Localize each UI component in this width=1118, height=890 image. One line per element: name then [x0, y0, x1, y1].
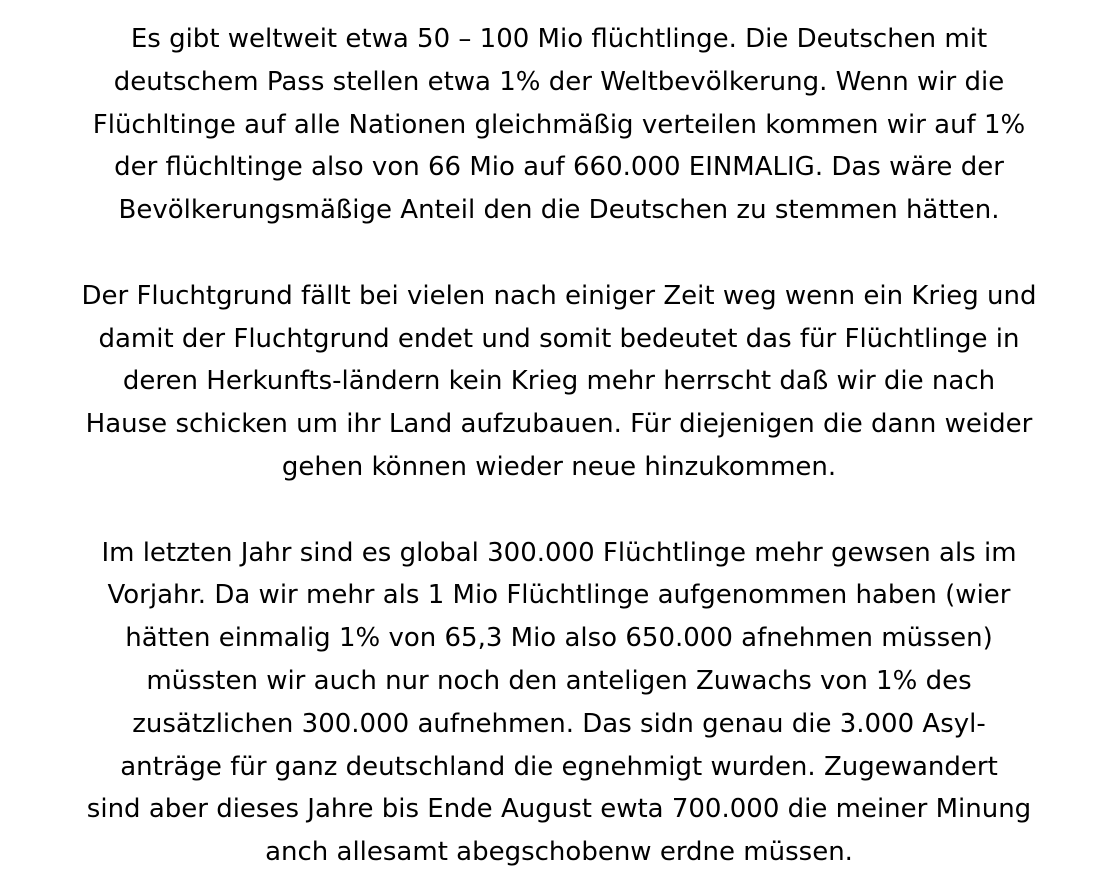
text-line: zusätzlichen 300.000 aufnehmen. Das sidn genau die 3.000 Asyl- — [132, 708, 986, 739]
paragraph-flight-reason — [20, 275, 1098, 489]
text-line: Bevölkerungsmäßige Anteil den die Deutschen zu stemmen hätten. — [118, 195, 1000, 226]
paragraph-spacer — [20, 232, 1098, 275]
text-line: anch allesamt abegschobenw erdne müssen. — [265, 837, 853, 868]
text-line: sind aber dieses Jahre bis Ende August ewta 700.000 die meiner Minung — [86, 794, 1032, 825]
text-line: Der Fluchtgrund fällt bei vielen nach einiger Zeit weg wenn ein Krieg und — [81, 280, 1037, 311]
text-line: anträge für ganz deutschland die egnehmigt wurden. Zugewandert — [120, 751, 998, 782]
paragraph-refugee-share — [20, 18, 1098, 232]
text-line: Vorjahr. Da wir mehr als 1 Mio Flüchtlinge aufgenommen haben (wier — [107, 580, 1011, 611]
text-line: gehen können wieder neue hinzukommen. — [281, 451, 837, 482]
text-line: Flüchltinge auf alle Nationen gleichmäßig verteilen kommen wir auf 1% — [92, 109, 1026, 140]
text-line: damit der Fluchtgrund endet und somit bedeutet das für Flüchtlinge in — [98, 323, 1020, 354]
text-line: müssten wir auch nur noch den anteligen Zuwachs von 1% des — [146, 665, 972, 696]
text-line: der flüchltinge also von 66 Mio auf 660.000 EINMALIG. Das wäre der — [114, 152, 1004, 183]
text-line: deutschem Pass stellen etwa 1% der Weltbevölkerung. Wenn wir die — [113, 66, 1005, 97]
text-line: Im letzten Jahr sind es global 300.000 Flüchtlinge mehr gewsen als im — [101, 537, 1017, 568]
paragraph-last-year — [20, 532, 1098, 874]
paragraph-spacer — [20, 489, 1098, 532]
text-line: hätten einmalig 1% von 65,3 Mio also 650.000 afnehmen müssen) — [125, 623, 993, 654]
text-line: Es gibt weltweit etwa 50 – 100 Mio flüchtlinge. Die Deutschen mit — [130, 24, 988, 54]
text-line: Hause schicken um ihr Land aufzubauen. Für diejenigen die dann weider — [85, 409, 1033, 440]
text-line: deren Herkunfts-ländern kein Krieg mehr herrscht daß wir die nach — [122, 366, 996, 397]
